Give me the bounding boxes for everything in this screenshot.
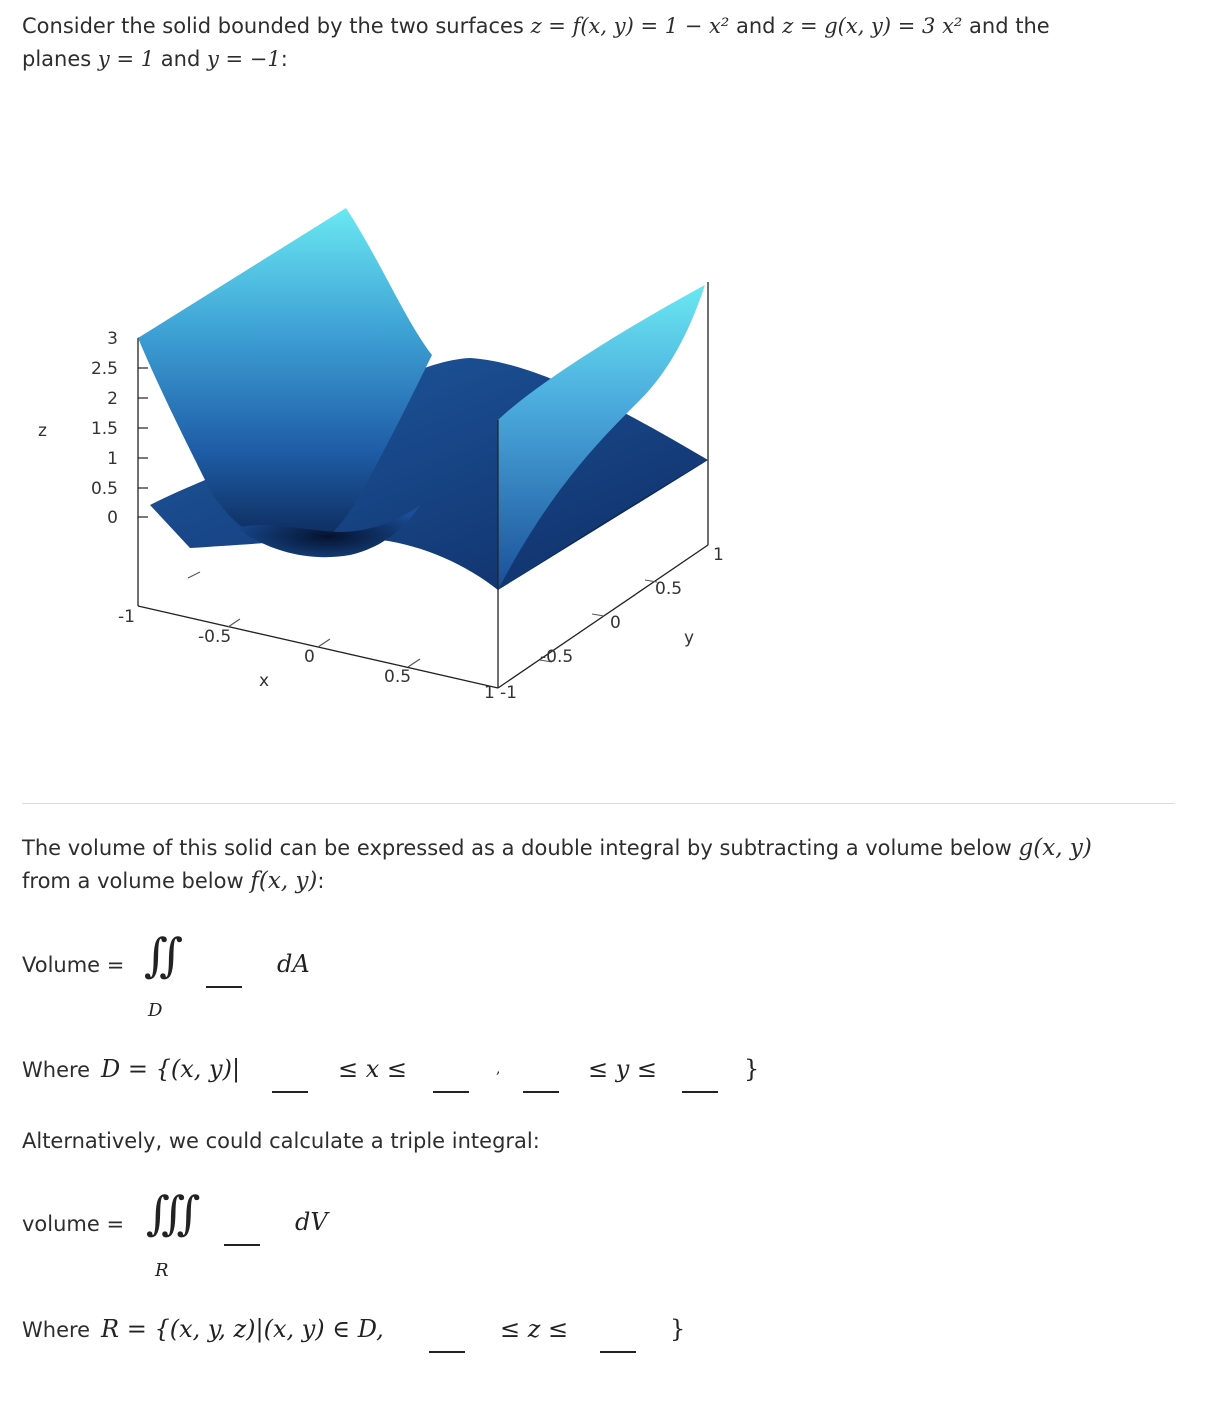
x-upper-input[interactable] xyxy=(433,1091,469,1093)
z-tick-marks xyxy=(138,338,148,517)
region-r-label: R xyxy=(155,1260,169,1281)
colon: : xyxy=(280,47,288,71)
x-tick-label: -1 xyxy=(118,607,135,627)
f-expression: z = f(x, y) = 1 − x² xyxy=(530,14,730,38)
z-tick-label: 3 xyxy=(107,329,118,349)
x-inequality: ≤ x ≤ xyxy=(338,1055,408,1083)
colon: : xyxy=(317,869,325,893)
integrand-input[interactable] xyxy=(206,986,242,988)
z-tick-label: 2.5 xyxy=(90,359,118,379)
plane-y-neg1: y = −1 xyxy=(206,47,281,71)
z-tick-label: 2 xyxy=(107,389,118,409)
intro-line-1 xyxy=(22,10,1050,43)
intro-and: and xyxy=(736,14,776,38)
g-reference: g(x, y) xyxy=(1018,835,1092,861)
y-tick-label: 0.5 xyxy=(655,579,683,599)
z-lower-input[interactable] xyxy=(429,1351,465,1353)
where-r-label: Where xyxy=(22,1318,91,1342)
triple-volume-label: volume = xyxy=(22,1212,125,1236)
y-axis-label: y xyxy=(684,628,695,648)
triple-integrand-input[interactable] xyxy=(224,1244,260,1246)
comma: , xyxy=(496,1061,501,1077)
volume-label: Volume = xyxy=(22,953,125,977)
f-reference: f(x, y) xyxy=(250,868,318,894)
floor-tick-marks xyxy=(188,536,657,667)
x-tick-label: 1 xyxy=(484,683,495,703)
z-tick-labels xyxy=(91,329,118,528)
x-tick-labels xyxy=(118,607,495,703)
intro-text-end: and the xyxy=(969,14,1050,38)
x-tick-label: 0 xyxy=(304,647,315,667)
set-close-brace: } xyxy=(744,1055,760,1083)
y-upper-input[interactable] xyxy=(682,1091,718,1093)
double-intro-text: The volume of this solid can be expressed as a double integral by subtracting a volume below xyxy=(22,836,1012,860)
z-inequality: ≤ z ≤ xyxy=(500,1315,569,1343)
where-d-label: Where xyxy=(22,1058,91,1082)
z-tick-label: 1.5 xyxy=(90,419,118,439)
intro-line-2 xyxy=(22,43,288,76)
r-set-close-brace: } xyxy=(670,1315,686,1343)
section-divider xyxy=(22,803,1175,804)
triple-intro: Alternatively, we could calculate a triple integral: xyxy=(22,1129,540,1153)
y-lower-input[interactable] xyxy=(523,1091,559,1093)
z-axis-label: z xyxy=(38,421,47,441)
y-tick-label: -0.5 xyxy=(540,647,574,667)
r-set-expression: R = {(x, y, z)|(x, y) ∈ D, xyxy=(101,1315,384,1343)
z-upper-input[interactable] xyxy=(600,1351,636,1353)
z-tick-label: 0.5 xyxy=(90,479,118,499)
y-tick-label: 0 xyxy=(610,613,621,633)
y-inequality: ≤ y ≤ xyxy=(588,1055,658,1083)
y-tick-label: -1 xyxy=(500,683,517,703)
x-lower-input[interactable] xyxy=(272,1091,308,1093)
planes-and: and xyxy=(160,47,201,71)
differential-dv: dV xyxy=(295,1208,328,1236)
y-tick-label: 1 xyxy=(713,545,724,565)
double-intro-text-2: from a volume below xyxy=(22,869,244,893)
g-expression: z = g(x, y) = 3 x² xyxy=(782,14,963,38)
y-tick-labels xyxy=(500,545,724,703)
differential-da: dA xyxy=(277,950,310,978)
intro-text: Consider the solid bounded by the two surfaces xyxy=(22,14,524,38)
x-tick-label: 0.5 xyxy=(384,667,412,687)
triple-integral-sign: ∭ xyxy=(146,1186,201,1240)
plane-y-1: y = 1 xyxy=(97,47,155,71)
x-tick-label: -0.5 xyxy=(198,627,232,647)
planes-text: planes xyxy=(22,47,92,71)
z-tick-label: 0 xyxy=(107,508,118,528)
surface-plot xyxy=(0,190,760,710)
x-axis-label: x xyxy=(259,671,270,691)
double-integral-sign: ∬ xyxy=(144,928,184,982)
double-intro-line-2 xyxy=(22,865,324,898)
d-set-expression: D = {(x, y)| xyxy=(101,1055,241,1083)
double-intro-line-1 xyxy=(22,832,1092,865)
region-d-label: D xyxy=(148,1000,163,1021)
z-tick-label: 1 xyxy=(107,449,118,469)
